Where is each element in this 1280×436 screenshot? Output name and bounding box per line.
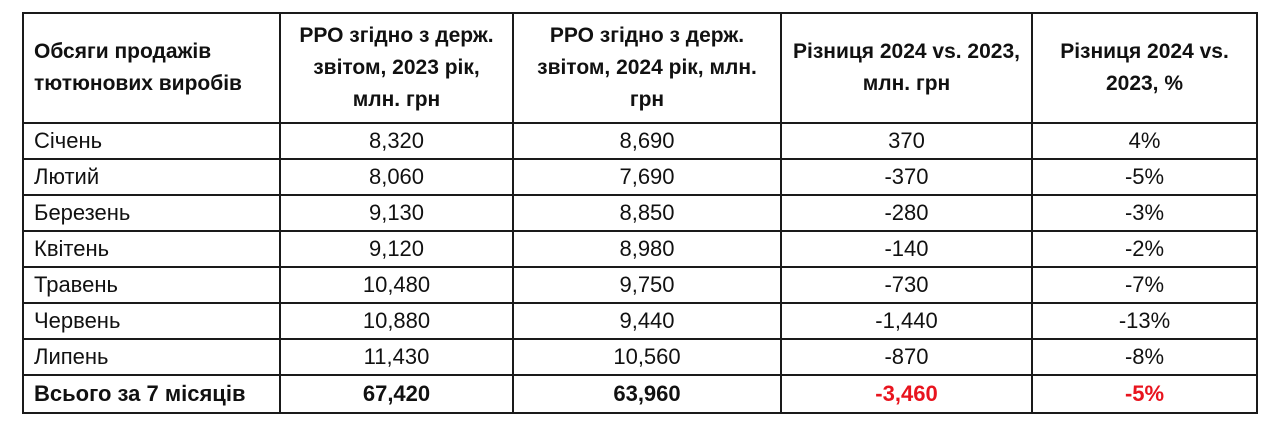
diff-percent-cell: 4%	[1032, 123, 1257, 159]
month-cell: Квітень	[23, 231, 280, 267]
diff-percent-cell: -2%	[1032, 231, 1257, 267]
diff-amount-cell: -1,440	[781, 303, 1032, 339]
value-2023-cell: 10,880	[280, 303, 513, 339]
header-diff-amount: Різниця 2024 vs. 2023, млн. грн	[781, 13, 1032, 123]
tobacco-sales-table	[22, 12, 1258, 414]
sales-table-container	[22, 12, 1256, 414]
value-2023-cell: 9,120	[280, 231, 513, 267]
diff-amount-cell: -370	[781, 159, 1032, 195]
table-row	[23, 195, 1257, 231]
month-cell: Червень	[23, 303, 280, 339]
table-row	[23, 339, 1257, 375]
table-row	[23, 123, 1257, 159]
diff-amount-cell: -280	[781, 195, 1032, 231]
month-cell: Лютий	[23, 159, 280, 195]
value-2024-cell: 8,980	[513, 231, 781, 267]
diff-percent-cell: -8%	[1032, 339, 1257, 375]
value-2024-cell: 9,440	[513, 303, 781, 339]
value-2024-cell: 10,560	[513, 339, 781, 375]
value-2023-cell: 9,130	[280, 195, 513, 231]
diff-amount-cell: 370	[781, 123, 1032, 159]
value-2024-cell: 8,690	[513, 123, 781, 159]
table-row	[23, 267, 1257, 303]
total-diff-amount-cell: -3,460	[781, 375, 1032, 413]
header-2023: РРО згідно з держ. звітом, 2023 рік, млн. грн	[280, 13, 513, 123]
diff-percent-cell: -3%	[1032, 195, 1257, 231]
total-2023-cell: 67,420	[280, 375, 513, 413]
table-row	[23, 231, 1257, 267]
value-2023-cell: 10,480	[280, 267, 513, 303]
total-label-cell: Всього за 7 місяців	[23, 375, 280, 413]
total-2024-cell: 63,960	[513, 375, 781, 413]
diff-amount-cell: -870	[781, 339, 1032, 375]
value-2023-cell: 8,320	[280, 123, 513, 159]
month-cell: Березень	[23, 195, 280, 231]
header-category: Обсяги продажів тютюнових виробів	[23, 13, 280, 123]
diff-percent-cell: -7%	[1032, 267, 1257, 303]
diff-percent-cell: -5%	[1032, 159, 1257, 195]
diff-amount-cell: -140	[781, 231, 1032, 267]
diff-percent-cell: -13%	[1032, 303, 1257, 339]
value-2023-cell: 8,060	[280, 159, 513, 195]
table-row	[23, 159, 1257, 195]
value-2024-cell: 7,690	[513, 159, 781, 195]
month-cell: Травень	[23, 267, 280, 303]
month-cell: Липень	[23, 339, 280, 375]
header-2024: РРО згідно з держ. звітом, 2024 рік, млн. грн	[513, 13, 781, 123]
table-row	[23, 303, 1257, 339]
header-row	[23, 13, 1257, 123]
total-diff-percent-cell: -5%	[1032, 375, 1257, 413]
value-2024-cell: 9,750	[513, 267, 781, 303]
header-diff-percent: Різниця 2024 vs. 2023, %	[1032, 13, 1257, 123]
total-row	[23, 375, 1257, 413]
value-2023-cell: 11,430	[280, 339, 513, 375]
diff-amount-cell: -730	[781, 267, 1032, 303]
value-2024-cell: 8,850	[513, 195, 781, 231]
month-cell: Січень	[23, 123, 280, 159]
